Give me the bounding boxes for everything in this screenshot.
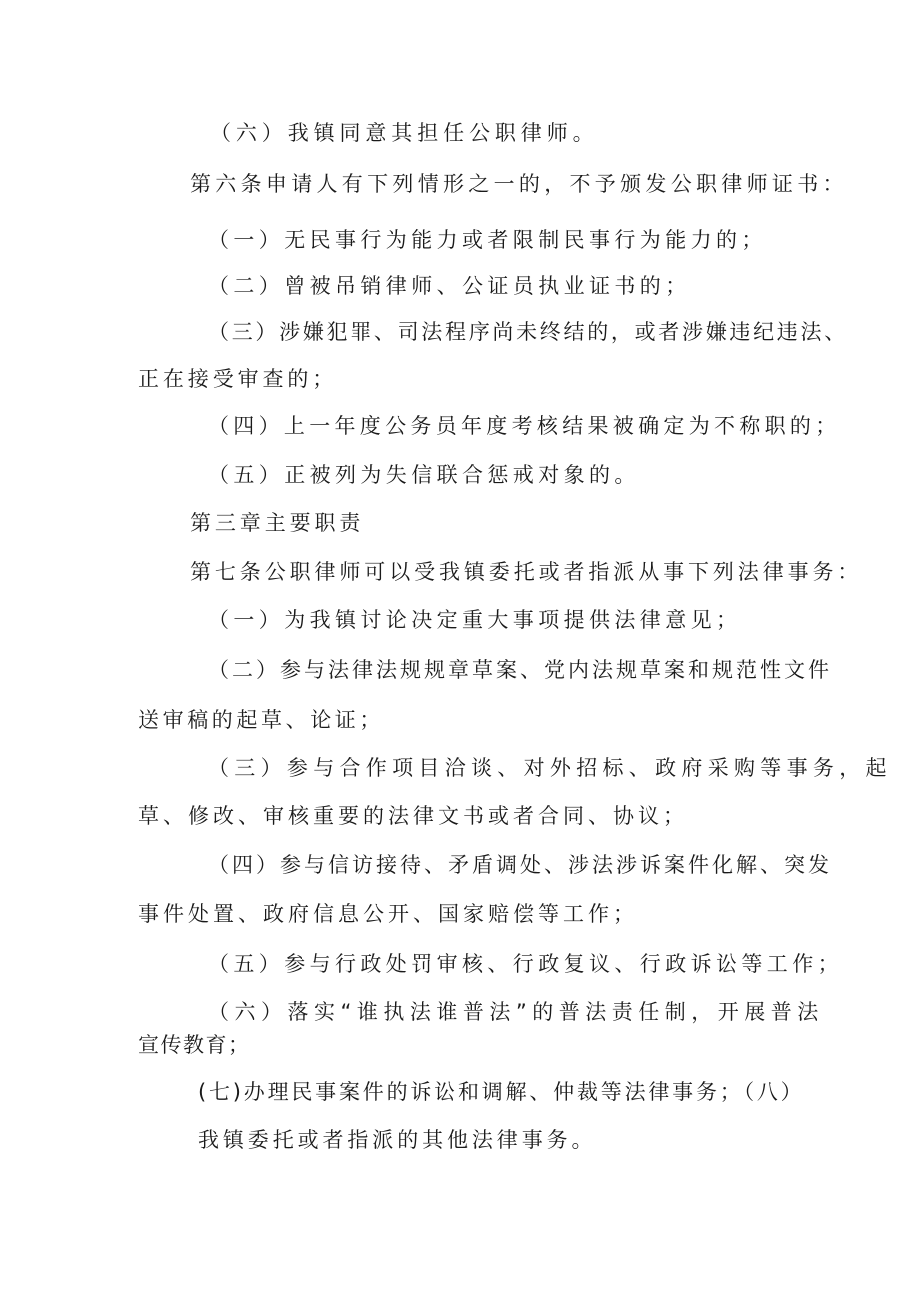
text-line: （六）落实“谁执法谁普法”的普法责任制，开展普法: [208, 1000, 824, 1024]
text-line: 第七条公职律师可以受我镇委托或者指派从事下列法律事务：: [190, 560, 863, 584]
text-line: （五）正被列为失信联合惩戒对象的。: [208, 463, 640, 487]
text-line: （四）参与信访接待、矛盾调处、涉法涉诉案件化解、突发: [208, 853, 832, 877]
text-line: 正在接受审查的；: [138, 367, 338, 391]
text-line: 我镇委托或者指派的其他法律事务。: [198, 1128, 597, 1152]
text-line: （六）我镇同意其担任公职律师。: [210, 121, 599, 145]
text-line: （二）曾被吊销律师、公证员执业证书的；: [208, 274, 691, 298]
text-line: 送审稿的起草、论证；: [138, 708, 384, 732]
section-heading: 第三章主要职责: [190, 511, 365, 535]
text-line: 宣传教育；: [138, 1033, 251, 1057]
text-line: 第六条申请人有下列情形之一的，不予颁发公职律师证书：: [190, 172, 848, 196]
text-line: （一）无民事行为能力或者限制民事行为能力的；: [208, 228, 767, 252]
text-line: （三）涉嫌犯罪、司法程序尚未终结的，或者涉嫌违纪违法、: [208, 320, 848, 344]
text-line: 事件处置、政府信息公开、国家赔偿等工作；: [138, 902, 638, 926]
text-line: （五）参与行政处罚审核、行政复议、行政诉讼等工作；: [208, 952, 843, 976]
text-line: （三）参与合作项目洽谈、对外招标、政府采购等事务，起: [208, 756, 892, 780]
text-line: （一）为我镇讨论决定重大事项提供法律意见；: [208, 608, 742, 632]
text-line: （二）参与法律法规规章草案、党内法规草案和规范性文件: [208, 658, 832, 682]
text-line: （四）上一年度公务员年度考核结果被确定为不称职的；: [208, 414, 841, 438]
text-line: (七)办理民事案件的诉讼和调解、仲裁等法律事务；（八）: [198, 1080, 805, 1104]
text-line: 草、修改、审核重要的法律文书或者合同、协议；: [138, 804, 688, 828]
